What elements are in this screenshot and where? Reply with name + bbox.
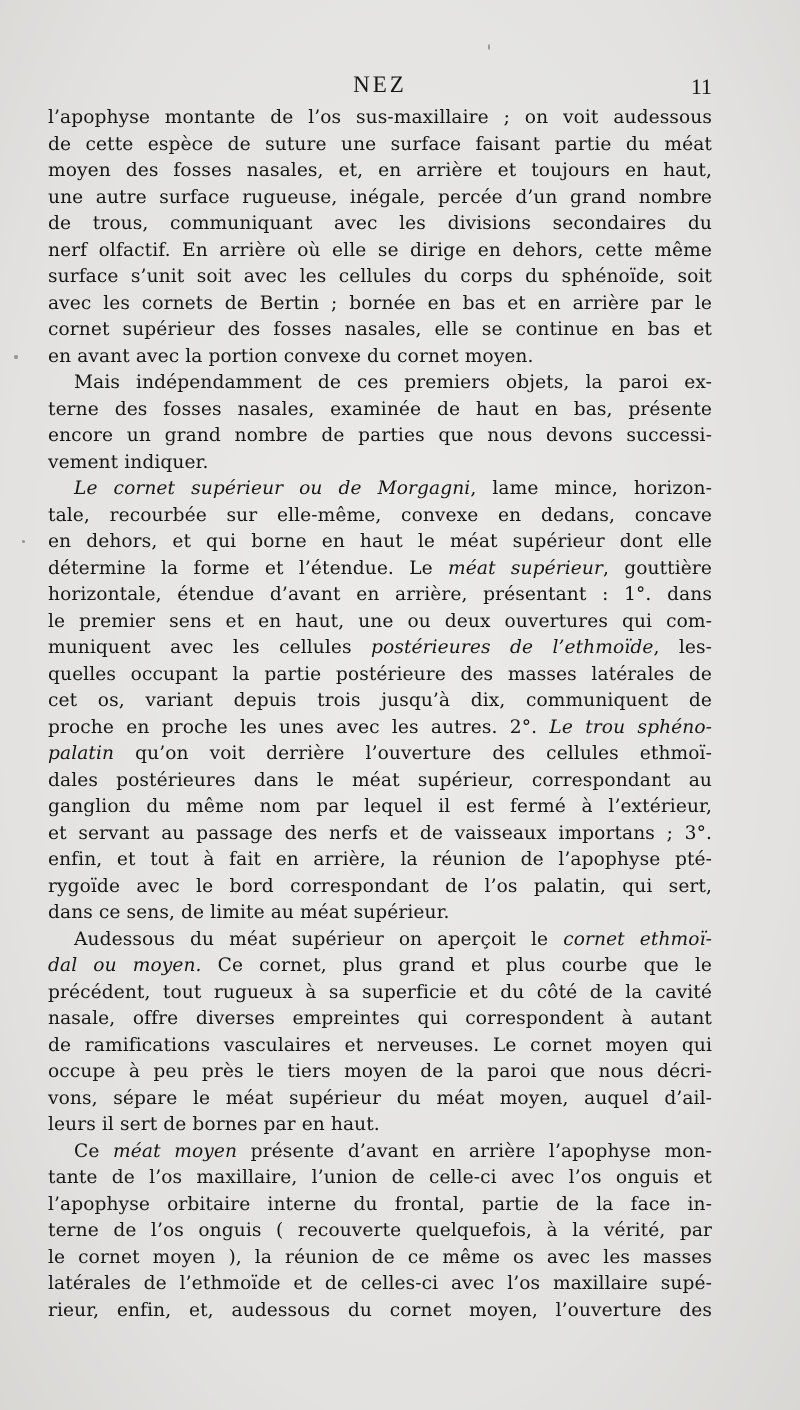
text-line	[48, 238, 712, 265]
text-line	[48, 344, 712, 371]
text-segment: dales postérieures dans le méat supérieur, correspondant au	[48, 769, 712, 791]
running-title: NEZ	[353, 72, 407, 97]
text-line	[48, 1245, 712, 1272]
text-segment: , lame mince, horizon-	[470, 478, 712, 499]
text-segment: vement indiquer.	[48, 451, 209, 473]
italic-text-segment: cornet ethmoï-	[563, 928, 712, 950]
text-segment: dans ce sens, de limite au méat supérieur.	[48, 902, 450, 923]
text-segment: cet os, variant depuis trois jusqu’à dix, communiquent de	[48, 690, 712, 711]
text-line	[48, 1086, 712, 1113]
text-line	[48, 768, 712, 795]
ink-speck	[14, 355, 18, 359]
text-line	[48, 529, 712, 556]
text-line	[48, 609, 712, 636]
text-segment: le premier sens et en haut, une ou deux ouvertures qui com-	[48, 610, 712, 632]
text-line	[48, 423, 712, 450]
text-segment: une autre surface rugueuse, inégale, percée d’un grand nombre	[48, 186, 712, 208]
text-line	[48, 1139, 712, 1166]
text-line	[48, 900, 712, 927]
text-line	[48, 1165, 712, 1192]
text-segment: quelles occupant la partie postérieure des masses latérales de	[48, 663, 712, 685]
text-segment: terne des fosses nasales, examinée de haut en bas, présente	[48, 398, 712, 420]
text-segment: encore un grand nombre de parties que nous devons successi-	[48, 425, 712, 446]
text-line	[48, 662, 712, 689]
text-segment: cornet supérieur des fosses nasales, elle se continue en bas et	[48, 319, 712, 340]
text-line	[48, 847, 712, 874]
text-line	[48, 211, 712, 238]
italic-text-segment: palatin	[48, 743, 115, 764]
text-segment: , gouttière	[602, 557, 712, 579]
text-line	[48, 741, 712, 768]
text-segment: en dehors, et qui borne en haut le méat supérieur dont elle	[48, 531, 712, 552]
text-segment: nasale, offre diverses empreintes qui correspondent à autant	[48, 1008, 712, 1029]
text-line	[48, 1059, 712, 1086]
page-header	[48, 72, 712, 106]
text-segment: proche en proche les unes avec les autres. 2°.	[48, 716, 550, 738]
text-line	[48, 264, 712, 291]
text-segment: le cornet moyen ), la réunion de ce même os avec les masses	[48, 1246, 712, 1268]
body-text	[48, 105, 712, 1324]
text-line	[48, 370, 712, 397]
text-line	[48, 556, 712, 583]
text-line	[48, 1006, 712, 1033]
text-line	[48, 397, 712, 424]
text-segment: terne de l’os onguis ( recouverte quelquefois, à la vérité, par	[48, 1220, 712, 1241]
italic-text-segment: Le cornet supérieur ou de Morgagni	[74, 478, 471, 499]
text-line	[48, 927, 712, 954]
text-segment: de ramifications vasculaires et nerveuses. Le cornet moyen qui	[48, 1034, 712, 1056]
text-line	[48, 185, 712, 212]
italic-text-segment: méat moyen	[113, 1140, 238, 1162]
text-line	[48, 953, 712, 980]
text-segment: tante de l’os maxillaire, l’union de celle-ci avec l’os onguis et	[48, 1167, 712, 1188]
text-line	[48, 1112, 712, 1139]
text-segment: présente d’avant en arrière l’apophyse mon-	[237, 1140, 712, 1162]
ink-speck	[22, 540, 25, 543]
text-segment: rygoïde avec le bord correspondant de l’os palatin, qui sert,	[48, 875, 712, 897]
text-segment: Ce cornet, plus grand et plus courbe que le	[201, 955, 712, 976]
text-segment: rieur, enfin, et, audessous du cornet moyen, l’ouverture des	[48, 1299, 712, 1321]
text-line	[48, 715, 712, 742]
text-line	[48, 158, 712, 185]
text-segment: enfin, et tout à fait en arrière, la réunion de l’apophyse pté-	[48, 849, 712, 870]
italic-text-segment: dal ou moyen.	[48, 955, 202, 976]
text-line	[48, 980, 712, 1007]
text-line	[48, 1033, 712, 1060]
italic-text-segment: Le trou sphéno-	[549, 716, 713, 738]
text-segment: muniquent avec les cellules	[48, 637, 372, 658]
text-segment: Audessous du méat supérieur on aperçoit le	[74, 928, 564, 950]
text-segment: l’apophyse orbitaire interne du frontal, partie de la face in-	[48, 1193, 712, 1215]
page-number: 11	[690, 74, 712, 99]
text-line	[48, 794, 712, 821]
text-line	[48, 688, 712, 715]
text-segment: de trous, communiquant avec les divisions secondaires du	[48, 213, 712, 234]
text-segment: nerf olfactif. En arrière où elle se dirige en dehors, cette même	[48, 239, 712, 261]
text-line	[48, 1298, 712, 1325]
text-line	[48, 291, 712, 318]
text-line	[48, 874, 712, 901]
text-segment: horizontale, étendue d’avant en arrière, présentant : 1°. dans	[48, 584, 712, 605]
text-line	[48, 503, 712, 530]
text-line	[48, 1192, 712, 1219]
text-segment: de cette espèce de suture une surface faisant partie du méat	[48, 133, 712, 155]
text-line	[48, 821, 712, 848]
text-segment: ganglion du même nom par lequel il est fermé à l’extérieur,	[48, 796, 712, 817]
text-line	[48, 1218, 712, 1245]
text-line	[48, 476, 712, 503]
text-segment: occupe à peu près le tiers moyen de la paroi que nous décri-	[48, 1061, 712, 1082]
text-segment: moyen des fosses nasales, et, en arrière et toujours en haut,	[48, 160, 712, 181]
text-segment: avec les cornets de Bertin ; bornée en bas et en arrière par le	[48, 292, 712, 314]
text-segment: détermine la forme et l’étendue. Le	[48, 557, 449, 579]
text-segment: qu’on voit derrière l’ouverture des cellules ethmoï-	[114, 743, 712, 764]
text-segment: leurs il sert de bornes par en haut.	[48, 1114, 380, 1135]
text-segment: Mais indépendamment de ces premiers objets, la paroi ex-	[74, 372, 712, 393]
text-segment: Ce	[74, 1140, 114, 1162]
text-segment: et servant au passage des nerfs et de vaisseaux importans ; 3°.	[48, 822, 712, 844]
italic-text-segment: postérieures de l’ethmoïde	[371, 637, 654, 658]
text-line	[48, 450, 712, 477]
text-segment: latérales de l’ethmoïde et de celles-ci avec l’os maxillaire supé-	[48, 1273, 712, 1294]
text-line	[48, 317, 712, 344]
text-segment: précédent, tout rugueux à sa superficie et du côté de la cavité	[48, 981, 712, 1003]
text-line	[48, 105, 712, 132]
text-segment: en avant avec la portion convexe du cornet moyen.	[48, 345, 534, 367]
text-segment: vons, sépare le méat supérieur du méat moyen, auquel d’ail-	[48, 1087, 712, 1109]
italic-text-segment: méat supérieur	[448, 557, 603, 579]
text-line	[48, 582, 712, 609]
ink-speck	[488, 44, 490, 50]
text-segment: surface s’unit soit avec les cellules du corps du sphénoïde, soit	[48, 266, 712, 287]
text-segment: tale, recourbée sur elle-même, convexe en dedans, concave	[48, 504, 712, 526]
text-line	[48, 1271, 712, 1298]
text-line	[48, 132, 712, 159]
text-segment: , les-	[653, 637, 712, 658]
text-segment: l’apophyse montante de l’os sus-maxillaire ; on voit audessous	[48, 107, 712, 128]
text-line	[48, 635, 712, 662]
